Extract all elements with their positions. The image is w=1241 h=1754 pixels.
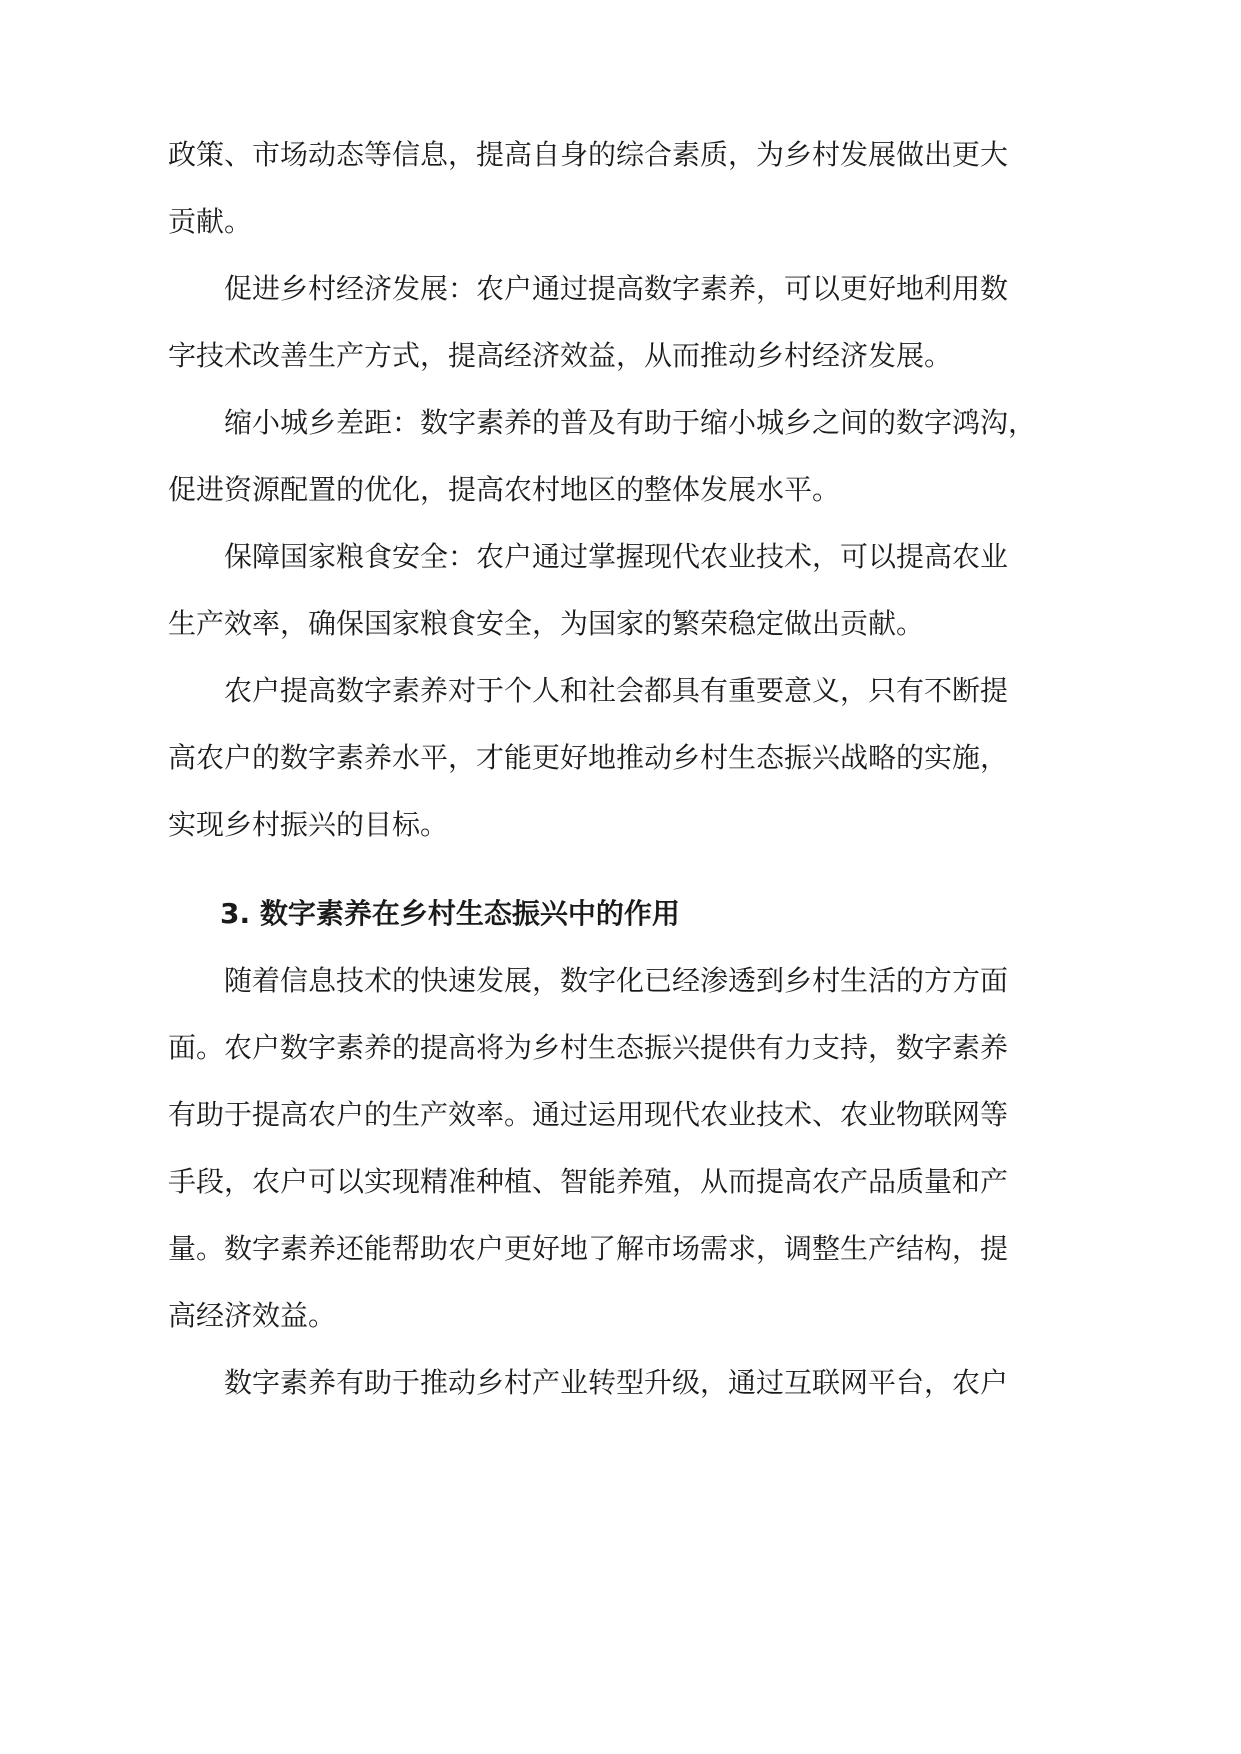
paragraph-continuation — [168, 121, 1009, 255]
text-line: 贡献。 — [168, 205, 253, 238]
text-line: 促进乡村经济发展：农户通过提高数字素养，可以更好地利用数 — [224, 272, 1009, 305]
paragraph-food-security — [168, 523, 1009, 657]
text-line: 农户提高数字素养对于个人和社会都具有重要意义，只有不断提 — [224, 674, 1009, 707]
paragraph-economic-development — [168, 255, 1009, 389]
document-page — [168, 121, 1037, 1416]
text-line: 数字素养有助于推动乡村产业转型升级，通过互联网平台，农户 — [224, 1366, 1009, 1399]
paragraph-urban-rural-gap — [168, 389, 1037, 523]
text-line: 生产效率，确保国家粮食安全，为国家的繁荣稳定做出贡献。 — [168, 607, 925, 640]
text-line: 量。数字素养还能帮助农户更好地了解市场需求，调整生产结构，提 — [168, 1232, 1009, 1265]
text-line: 手段，农户可以实现精准种植、智能养殖，从而提高农产品质量和产 — [168, 1165, 1009, 1198]
text-line: 面。农户数字素养的提高将为乡村生态振兴提供有力支持，数字素养 — [168, 1031, 1009, 1064]
text-line: 随着信息技术的快速发展，数字化已经渗透到乡村生活的方方面 — [224, 964, 1009, 997]
text-line: 实现乡村振兴的目标。 — [168, 808, 449, 841]
paragraph-significance — [168, 657, 1009, 858]
paragraph-industry-upgrade — [168, 1349, 1009, 1416]
text-line: 保障国家粮食安全：农户通过掌握现代农业技术，可以提高农业 — [224, 540, 1009, 573]
text-line: 缩小城乡差距：数字素养的普及有助于缩小城乡之间的数字鸿沟， — [224, 406, 1037, 439]
text-line: 字技术改善生产方式，提高经济效益，从而推动乡村经济发展。 — [168, 339, 953, 372]
text-line: 政策、市场动态等信息，提高自身的综合素质，为乡村发展做出更大 — [168, 138, 1009, 171]
text-line: 促进资源配置的优化，提高农村地区的整体发展水平。 — [168, 473, 841, 506]
section-heading: 3. 数字素养在乡村生态振兴中的作用 — [220, 897, 680, 930]
text-line: 有助于提高农户的生产效率。通过运用现代农业技术、农业物联网等 — [168, 1098, 1009, 1131]
section-gap — [168, 858, 943, 880]
text-line: 高农户的数字素养水平，才能更好地推动乡村生态振兴战略的实施， — [168, 741, 1009, 774]
text-line: 高经济效益。 — [168, 1299, 337, 1332]
paragraph-role-intro — [168, 947, 1009, 1349]
